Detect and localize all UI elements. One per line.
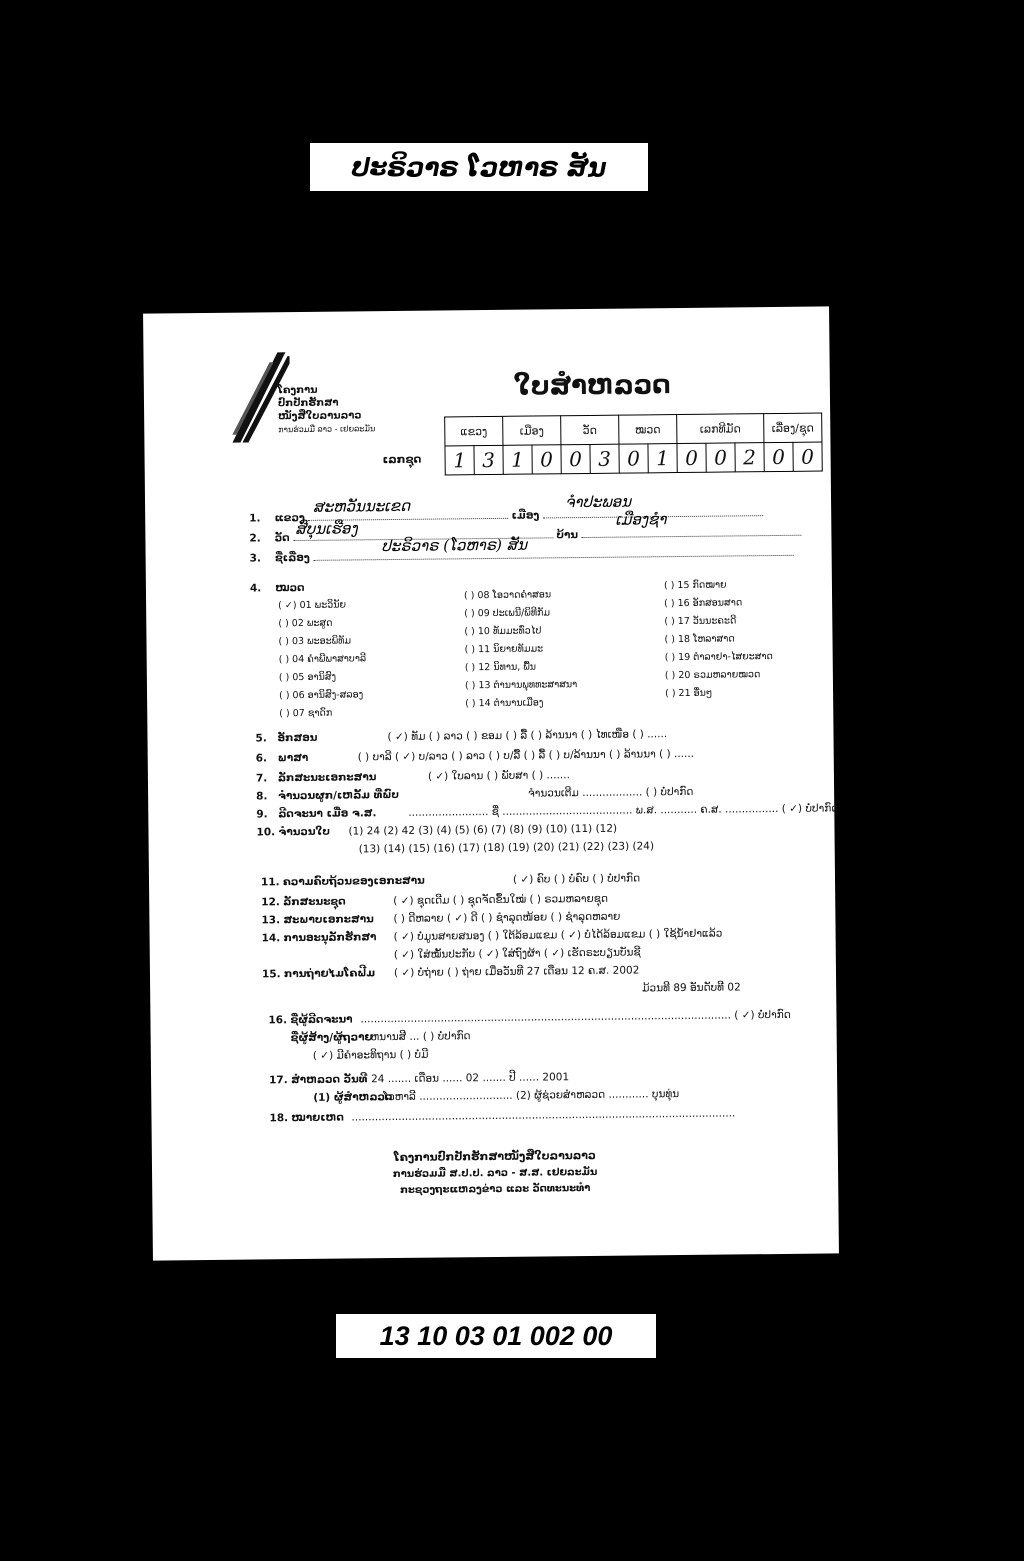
field-options[interactable]: ( ) ດີຫລາຍ ( ✓) ດີ ( ) ຊຳລຸດໜ້ອຍ ( ) ຊຳລຸດຫລາຍ [393, 910, 621, 926]
field-label: ການອະນຸລັກຮັກສາ [283, 931, 377, 945]
category-option[interactable]: ( ) 20 ຣວມຫລາຍໝວດ [664, 669, 761, 682]
field-label: ວັດ [274, 532, 290, 545]
field-options[interactable]: ( ✓) ທັມ ( ) ລາວ ( ) ຂອມ ( ) ລື້ ( ) ລ້ານນາ ( ) ໄທເໜືອ ( ) ...... [387, 728, 668, 744]
form-line [255, 728, 667, 744]
form-line [269, 1030, 471, 1044]
field-temple-value: ສີບຸນເຮືອງ [295, 519, 358, 539]
field-label: ຊື່ຜູ້ສ້າງ/ຜູ້ຖວາຍ [290, 1031, 373, 1045]
code-digit: 0 [532, 445, 561, 474]
field-label [284, 958, 394, 959]
field-options[interactable]: ໂວຫາລີ ............................ (2) ຜູ້ຊ່ວຍສຳຫລວດ ............ ບຸນທຸ່ນ [383, 1088, 680, 1104]
code-digit: 1 [445, 446, 474, 475]
form-line [261, 911, 620, 927]
category-option[interactable]: ( ) 15 ກົດໝາຍ [663, 579, 727, 592]
field-label [279, 852, 359, 853]
category-option[interactable]: ( ) 07 ຊາດົກ [279, 707, 333, 720]
field-options[interactable]: ( ✓) ໃສ່ໝັ້ນປະກັບ ( ✓) ໃສ່ຖົງຜ້າ ( ✓) ເຮັດຣະບຽນບັນຊີ [393, 946, 641, 962]
field-options[interactable]: 24 ....... ເດືອນ ...... 02 ....... ປີ ...... 2001 [371, 1071, 570, 1086]
field-number: 17. [269, 1074, 288, 1087]
logo-line: ໜັງສືໃບລານລາວ [278, 410, 362, 423]
field-label: ຊື່ຜູ້ລີດຈະນາ [290, 1013, 353, 1027]
field-label: ລີດຈະນາ ເມື່ອ ຈ.ສ. [278, 807, 377, 821]
top-title-strip [310, 143, 648, 191]
category-option[interactable]: ( ) 13 ຕຳນານພຸທທະສາສນາ [464, 679, 578, 692]
field-options[interactable]: ( ✓) ບໍ່ຖ່າຍ ( ) ຖ່າຍ ເມື່ອວັນທີ 27 ເດືອນ 12 ຄ.ສ. 2002 [393, 964, 640, 980]
logo-line: ປົກປັກຮັກສາ [277, 397, 339, 410]
field-options[interactable]: ................................................................................................................... [351, 1107, 736, 1124]
category-option[interactable]: ( ) 03 ພະອະພິທັມ [278, 635, 352, 648]
field-options[interactable]: ( ✓) ຄົບ ( ) ບໍ່ຄົບ ( ) ບໍ່ປາກົດ [512, 872, 641, 886]
code-header: ໝວດ [619, 415, 677, 445]
code-digit: 0 [793, 442, 822, 471]
form-line [262, 928, 723, 945]
form-line [291, 1049, 429, 1062]
field-number: 11. [260, 876, 280, 889]
logo-text [278, 383, 375, 436]
field-options[interactable]: ............................................................................................................... ( ✓) ບໍ່ປາກົດ [360, 1008, 791, 1026]
field-options[interactable]: (13) (14) (15) (16) (17) (18) (19) (20) (21) (22) (23) (24) [358, 840, 655, 856]
field-number: 10. [256, 826, 276, 839]
field-options[interactable]: ມ້ວນທີ 89 ອັນດັບທີ 02 [642, 981, 741, 995]
form-line [269, 1071, 569, 1086]
field-label: (1) ຜູ້ສຳຫລວດ [313, 1091, 393, 1104]
form-line [262, 964, 640, 980]
field-options[interactable]: ( ✓) ໃບລານ ( ) ພັບສາ ( ) ....... [427, 769, 570, 783]
field-number: 1. [249, 512, 261, 525]
field-province-value: ສະຫວັນນະເຂດ [312, 496, 411, 516]
bottom-code-strip [336, 1314, 656, 1358]
field-options[interactable]: ຈຳນວນເຕີມ .................. ( ) ບໍ່ປາກົດ [528, 785, 694, 800]
code-header: ແຂວງ [445, 416, 503, 446]
field-options[interactable]: ຫນານສີ ... ( ) ບໍ່ປາກົດ [370, 1030, 471, 1044]
field-number: 14. [261, 932, 281, 945]
form-line [269, 1107, 735, 1124]
code-digit: 1 [503, 445, 532, 474]
category-option[interactable]: ( ) 12 ນິທານ, ພື້ນ [464, 661, 537, 674]
field-number: 12. [261, 896, 280, 909]
field-label: ສຳຫລວດ ວັນທີ [291, 1073, 368, 1087]
field-label: ເມືອງ [511, 509, 540, 522]
category-option[interactable]: ( ) 02 ພະສູດ [278, 617, 333, 630]
field-title-value: ປະຣິວາຣ (ໂວຫາຣ) ສັນ [381, 535, 528, 556]
code-digit: 0 [764, 442, 793, 471]
field-options[interactable]: ( ✓) ບໍ່ມູນສາຍສນອງ ( ) ໃຕ້ລ້ອມແຂມ ( ✓) ບໍ່ໄດ້ລ້ອມແຂມ ( ) ໃຊ້ນ້ຳຢາແລ້ວ [393, 927, 723, 944]
code-digit: 3 [590, 444, 619, 473]
field-number: 16. [268, 1014, 288, 1027]
form-line [256, 748, 694, 765]
logo-line: ໂຄງການ [277, 384, 318, 397]
footer-line: ກະຊວງຖະແຫລງຂ່າວ ແລະ ວັດທະນະທຳ [400, 1182, 591, 1196]
category-option[interactable]: ( ) 05 ອານິສົງ [278, 671, 337, 684]
logo-line: ການຮ່ວມມື ລາວ - ເຢຍລະມັນ [278, 424, 376, 435]
code-digit: 0 [677, 443, 706, 472]
field-number: 8. [256, 790, 268, 803]
code-digit: 0 [619, 444, 648, 473]
category-option[interactable]: ( ) 17 ວັນນະຄະດີ [664, 615, 737, 628]
form-line [256, 769, 570, 784]
field-label: ລັກສະນະເອກະສານ [277, 771, 377, 785]
category-option[interactable]: ( ) 10 ທັມມະທົ່ວໄປ [464, 625, 542, 638]
field-label: ຊື່ເລື່ອງ [274, 551, 310, 565]
field-category-row [250, 582, 305, 595]
field-label: ການຖ່າຍໄມໂຄຟີມ [283, 967, 376, 981]
field-label: ລັກສະນະຊຸດ [283, 895, 346, 909]
code-digit: 3 [474, 445, 503, 474]
form-line [620, 981, 741, 994]
field-label: ບ້ານ [556, 529, 579, 542]
top-title-text: ປະຣິວາຣ ໂວຫາຣ ສັນ [351, 152, 607, 182]
category-option[interactable]: ( ) 08 ໂອວາດຄຳສອນ [463, 589, 552, 602]
category-option[interactable]: ( ) 19 ຕຳລາຢາ-ໄສຍະສາດ [664, 651, 773, 664]
form-line [256, 823, 617, 839]
category-option[interactable]: ( ✓) 01 ພະວິນັຍ [278, 599, 347, 612]
code-table [444, 413, 823, 476]
field-options[interactable]: ( ) ບາລີ ( ✓) ບ/ລາວ ( ) ລາວ ( ) ບ/ລື້ ( ) ລື້ ( ) ບ/ລ້ານນາ ( ) ລ້ານນາ ( ) ...... [357, 747, 695, 764]
field-label: ສະພາບເອກະສານ [283, 913, 374, 927]
code-digit: 0 [706, 443, 735, 472]
field-number: 2. [249, 532, 261, 545]
category-option[interactable]: ( ) 11 ນິຍາຍທັມມະ [464, 643, 544, 656]
category-option[interactable]: ( ) 16 ອັກສອນສາດ [664, 597, 743, 610]
field-label: ໝາຍເຫດ [291, 1111, 344, 1125]
code-header: ເລື່ອງ/ຊຸດ [764, 413, 822, 443]
code-header: ເມືອງ [503, 416, 561, 446]
field-number: 7. [255, 772, 268, 785]
field-number: 9. [256, 808, 268, 821]
field-options[interactable]: ( ✓) ມີຄຳອະທິຖານ ( ) ບໍ່ມີ [312, 1048, 429, 1062]
code-header: ວັດ [561, 415, 619, 445]
field-label: ອັກສອນ [277, 731, 318, 745]
field-number: 13. [261, 914, 281, 927]
form-line [261, 893, 608, 909]
field-label: ຄວາມຄົບຖ້ວນຂອງເອກະສານ [282, 874, 425, 889]
field-options[interactable]: ........................ ຊື່ ....................................... ພ.ສ. ........... ຄ.ສ. ................ ( ✓) ບໍ່ປາກົດ [408, 802, 839, 819]
category-option[interactable]: ( ) 09 ປະເພນີ/ພິທີກັມ [464, 607, 551, 620]
field-options[interactable]: (1) 24 (2) 42 (3) (4) (5) (6) (7) (8) (9) (10) (11) (12) [348, 822, 618, 838]
code-digit: 2 [735, 443, 764, 472]
field-number: 4. [249, 582, 262, 595]
field-number: 15. [261, 968, 281, 981]
footer-line: ໂຄງການປົກປັກຮັກສາໜັງສືໃບລານລາວ [393, 1148, 596, 1165]
code-label: ເລກຊຸດ [382, 452, 422, 467]
field-label: ໝວດ [275, 581, 305, 595]
form-line [256, 802, 838, 820]
field-number: 3. [249, 552, 261, 565]
field-number: 6. [255, 752, 268, 765]
code-digit: 0 [561, 444, 590, 473]
form-line [262, 946, 641, 962]
code-header: ເລກທີມັດ [677, 414, 764, 444]
category-option[interactable]: ( ) 04 ຄຳພີພາສາບາລີ [278, 653, 367, 666]
form-line [261, 872, 640, 888]
field-label: ພາສາ [277, 751, 309, 765]
field-label: ຈຳນວນຜູກ/ເຫລັ້ມ ທີ່ພົບ [278, 788, 400, 803]
form-title: ໃບສຳຫລວດ [513, 370, 671, 402]
field-label: ຈຳນວນໃບ [278, 825, 331, 839]
code-digit: 1 [648, 444, 677, 473]
field-number: 5. [255, 732, 267, 745]
category-option[interactable]: ( ) 21 ອື່ນໆ [665, 687, 713, 700]
footer-line: ການຮ່ວມມື ສ.ປ.ປ. ລາວ - ສ.ສ. ເຢຍລະມັນ [392, 1166, 598, 1181]
field-label: ແຂວງ [274, 511, 305, 525]
field-district-value: ຈຳປະພອນ [564, 492, 632, 512]
survey-form-sheet [143, 306, 839, 1260]
field-village-value: ເມືອງຊຳ [615, 510, 667, 529]
form-line [257, 840, 654, 856]
field-number: 18. [269, 1112, 289, 1125]
form-line [268, 1009, 790, 1026]
category-option[interactable]: ( ) 18 ໂຫລາສາດ [664, 633, 735, 646]
form-line [291, 1088, 679, 1104]
bottom-code-text: 13 10 03 01 002 00 [379, 1320, 613, 1351]
category-option[interactable]: ( ) 14 ຕຳນານເມືອງ [465, 697, 544, 710]
form-line [256, 786, 693, 803]
field-options[interactable]: ( ✓) ຊຸດເດີມ ( ) ຊຸດຈັດຂຶ້ນໃໝ່ ( ) ຣວມຫລາຍຊຸດ [393, 892, 609, 908]
category-option[interactable]: ( ) 06 ອານິສົງ-ສລອງ [279, 689, 364, 702]
